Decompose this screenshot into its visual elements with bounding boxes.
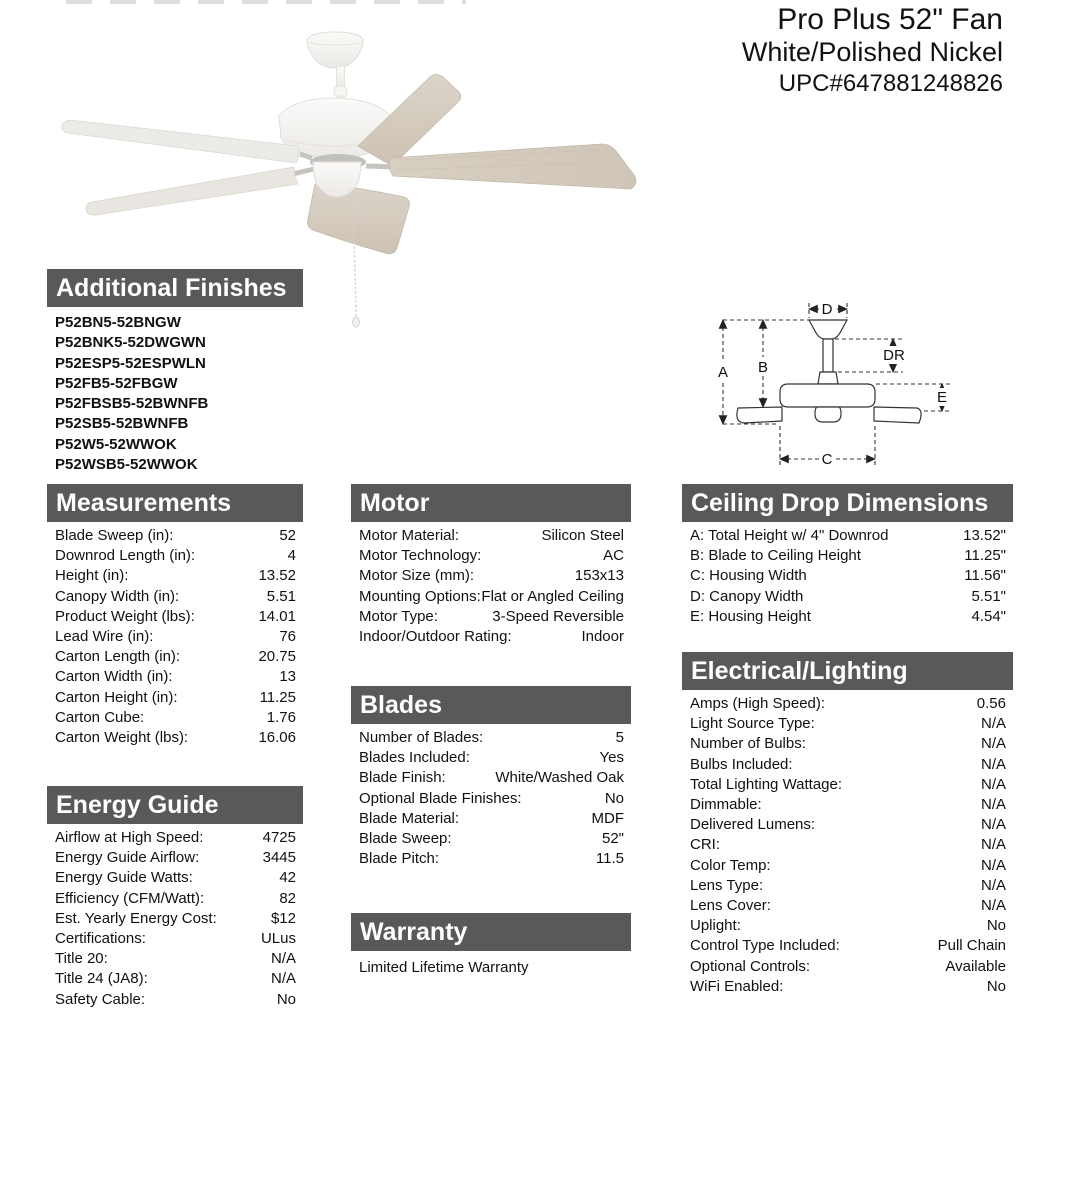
- spec-value: 5: [615, 729, 624, 746]
- spec-value: 14.01: [258, 607, 296, 625]
- spec-row: [55, 969, 296, 989]
- spec-row: [690, 936, 1006, 956]
- finish-item: P52FBSB5-52BWNFB: [55, 395, 209, 413]
- spec-value: 1.76: [266, 708, 296, 726]
- spec-row: [690, 795, 1006, 815]
- additional-finishes-header: Additional Finishes: [47, 269, 303, 307]
- finish-item: P52SB5-52BWNFB: [55, 415, 189, 433]
- spec-row: [55, 868, 296, 888]
- spec-value: 3-Speed Reversible: [492, 607, 624, 625]
- diagram-label-e: E: [936, 389, 948, 406]
- spec-value: 4725: [262, 829, 296, 846]
- spec-label: E: Housing Height: [690, 607, 811, 625]
- spec-label: Blade Pitch:: [359, 850, 440, 868]
- motor-header: Motor: [351, 484, 631, 522]
- finish-item: P52ESP5-52ESPWLN: [55, 354, 206, 372]
- diagram-label-a: A: [717, 364, 729, 381]
- spec-label: Blades Included:: [359, 749, 470, 767]
- finish-item: P52FB5-52FBGW: [55, 374, 178, 392]
- spec-label: C: Housing Width: [690, 567, 807, 585]
- spec-row: [55, 909, 296, 929]
- spec-value: Yes: [599, 749, 624, 767]
- spec-label: Delivered Lumens:: [690, 816, 816, 834]
- spec-value: 11.25": [964, 547, 1006, 565]
- product-finish: White/Polished Nickel: [741, 37, 1003, 67]
- diagram-label-dr: DR: [883, 347, 905, 364]
- spec-row: [55, 949, 296, 969]
- spec-value: 3445: [262, 849, 296, 867]
- spec-value: 11.25: [259, 688, 296, 706]
- spec-row: [690, 755, 1006, 775]
- fan-blade-left-upper: [62, 120, 299, 163]
- blades-rows: [351, 724, 631, 869]
- spec-value: N/A: [980, 715, 1006, 733]
- spec-label: Certifications:: [55, 930, 146, 948]
- spec-value: 52": [601, 830, 624, 848]
- spec-label: Control Type Included:: [690, 937, 840, 955]
- spec-value: Pull Chain: [937, 937, 1006, 955]
- spec-label: Amps (High Speed):: [690, 695, 826, 712]
- spec-label: Blade Sweep:: [359, 830, 452, 848]
- spec-label: Lens Type:: [690, 876, 764, 894]
- section-energy-guide: [47, 786, 303, 1010]
- spec-value: N/A: [270, 950, 296, 968]
- spec-value: 4: [287, 547, 296, 565]
- spec-value: 11.5: [595, 850, 624, 868]
- finish-item: P52WSB5-52WWOK: [55, 456, 198, 474]
- spec-label: Title 20:: [55, 950, 108, 968]
- spec-label: Number of Bulbs:: [690, 735, 806, 753]
- spec-label: Carton Cube:: [55, 708, 145, 726]
- spec-row: [359, 566, 624, 586]
- spec-value: N/A: [980, 897, 1006, 915]
- spec-value: AC: [603, 547, 624, 565]
- spec-row: [55, 728, 296, 748]
- spec-row: [55, 546, 296, 566]
- spec-value: 52: [279, 527, 296, 544]
- spec-value: 0.56: [976, 695, 1006, 712]
- spec-row: [359, 607, 624, 627]
- energy-guide-rows: [47, 824, 303, 1010]
- spec-label: Airflow at High Speed:: [55, 829, 204, 846]
- spec-value: 42: [279, 869, 296, 887]
- spec-label: Height (in):: [55, 567, 129, 585]
- spec-value: No: [276, 990, 296, 1008]
- spec-row: [55, 828, 296, 848]
- spec-label: WiFi Enabled:: [690, 977, 784, 995]
- diagram-label-c: C: [821, 451, 833, 468]
- spec-value: 11.56": [964, 567, 1006, 585]
- spec-label: Downrod Length (in):: [55, 547, 196, 565]
- ceiling-drop-rows: [682, 522, 1013, 627]
- spec-row: [690, 835, 1006, 855]
- spec-value: 13: [279, 668, 296, 686]
- energy-guide-header: Energy Guide: [47, 786, 303, 824]
- section-warranty: [351, 913, 631, 978]
- fan-blade-right: [389, 144, 636, 189]
- spec-row: [359, 587, 624, 607]
- spec-label: Energy Guide Airflow:: [55, 849, 200, 867]
- spec-value: 20.75: [258, 648, 296, 666]
- warranty-text: Limited Lifetime Warranty: [359, 959, 529, 976]
- spec-label: A: Total Height w/ 4" Downrod: [690, 527, 889, 544]
- spec-row: [55, 526, 296, 546]
- spec-label: B: Blade to Ceiling Height: [690, 547, 861, 565]
- spec-label: Energy Guide Watts:: [55, 869, 193, 887]
- spec-row: [55, 708, 296, 728]
- spec-label: Bulbs Included:: [690, 755, 793, 773]
- finish-item: P52BNK5-52DWGWN: [55, 334, 206, 352]
- spec-row: [55, 848, 296, 868]
- section-measurements: [47, 484, 303, 748]
- section-motor: [351, 484, 631, 647]
- spec-row: [55, 929, 296, 949]
- spec-value: 5.51": [971, 587, 1006, 605]
- section-additional-finishes: [47, 269, 303, 475]
- spec-row: [359, 809, 624, 829]
- page-title: Pro Plus 52" Fan: [777, 3, 1003, 36]
- spec-value: $12: [270, 909, 296, 927]
- spec-label: Lens Cover:: [690, 897, 771, 915]
- spec-label: Light Source Type:: [690, 715, 815, 733]
- finish-item: P52W5-52WWOK: [55, 435, 177, 453]
- spec-value: No: [604, 789, 624, 807]
- spec-row: [690, 876, 1006, 896]
- spec-label: Canopy Width (in):: [55, 587, 180, 605]
- spec-row: [55, 627, 296, 647]
- spec-row: [359, 789, 624, 809]
- spec-value: No: [986, 917, 1006, 935]
- spec-label: Dimmable:: [690, 796, 762, 814]
- fan-blade-bottom: [308, 183, 410, 254]
- spec-label: Motor Size (mm):: [359, 567, 475, 585]
- spec-row: [55, 889, 296, 909]
- spec-row: [55, 688, 296, 708]
- spec-label: Optional Blade Finishes:: [359, 789, 522, 807]
- spec-row: [690, 607, 1006, 627]
- spec-value: N/A: [980, 856, 1006, 874]
- product-upc: UPC#647881248826: [778, 70, 1003, 97]
- electrical-lighting-header: Electrical/Lighting: [682, 652, 1013, 690]
- ceiling-drop-header: Ceiling Drop Dimensions: [682, 484, 1013, 522]
- spec-value: 4.54": [971, 607, 1006, 625]
- spec-label: Motor Material:: [359, 527, 460, 544]
- spec-row: [359, 748, 624, 768]
- spec-row: [55, 566, 296, 586]
- spec-value: N/A: [270, 970, 296, 988]
- spec-value: Indoor: [581, 628, 624, 646]
- spec-label: Product Weight (lbs):: [55, 607, 195, 625]
- spec-row: [690, 775, 1006, 795]
- spec-label: Total Lighting Wattage:: [690, 775, 843, 793]
- spec-value: 82: [279, 889, 296, 907]
- spec-value: N/A: [980, 755, 1006, 773]
- spec-value: Available: [945, 957, 1006, 975]
- spec-value: N/A: [980, 876, 1006, 894]
- title-block: [742, 3, 1003, 99]
- spec-value: N/A: [980, 816, 1006, 834]
- section-blades: [351, 686, 631, 869]
- spec-value: 76: [279, 628, 296, 646]
- spec-value: N/A: [980, 796, 1006, 814]
- spec-value: MDF: [591, 809, 624, 827]
- spec-row: [55, 607, 296, 627]
- section-electrical-lighting: [682, 652, 1013, 997]
- spec-row: [690, 856, 1006, 876]
- dimension-diagram: [690, 282, 990, 482]
- spec-row: [359, 829, 624, 849]
- spec-label: D: Canopy Width: [690, 587, 804, 605]
- spec-label: Blade Finish:: [359, 769, 446, 787]
- warranty-header: Warranty: [351, 913, 631, 951]
- spec-row: [690, 587, 1006, 607]
- spec-row: [690, 896, 1006, 916]
- spec-label: Carton Length (in):: [55, 648, 181, 666]
- measurements-rows: [47, 522, 303, 748]
- spec-label: Color Temp:: [690, 856, 771, 874]
- spec-value: Silicon Steel: [541, 527, 624, 544]
- spec-value: 16.06: [258, 729, 296, 747]
- section-ceiling-drop: [682, 484, 1013, 627]
- finish-list: [47, 307, 303, 475]
- spec-label: Efficiency (CFM/Watt):: [55, 889, 205, 907]
- spec-row: [359, 627, 624, 647]
- spec-value: White/Washed Oak: [495, 769, 624, 787]
- spec-label: Est. Yearly Energy Cost:: [55, 909, 217, 927]
- spec-value: ULus: [260, 930, 296, 948]
- electrical-rows: [682, 690, 1013, 997]
- spec-row: [690, 714, 1006, 734]
- spec-label: Optional Controls:: [690, 957, 811, 975]
- spec-label: Carton Width (in):: [55, 668, 173, 686]
- spec-row: [55, 647, 296, 667]
- spec-row: [690, 916, 1006, 936]
- spec-value: 13.52": [963, 527, 1006, 544]
- spec-row: [359, 728, 624, 748]
- spec-label: CRI:: [690, 836, 720, 854]
- diagram-label-b: B: [757, 359, 769, 376]
- spec-value: N/A: [980, 775, 1006, 793]
- spec-row: [359, 526, 624, 546]
- measurements-header: Measurements: [47, 484, 303, 522]
- spec-row: [690, 546, 1006, 566]
- spec-label: Motor Type:: [359, 607, 438, 625]
- spec-row: [55, 587, 296, 607]
- finish-item: P52BN5-52BNGW: [55, 314, 181, 331]
- spec-value: N/A: [980, 836, 1006, 854]
- spec-value: 13.52: [258, 567, 296, 585]
- spec-label: Title 24 (JA8):: [55, 970, 148, 988]
- spec-label: Blade Material:: [359, 809, 460, 827]
- spec-value: 153x13: [574, 567, 624, 585]
- spec-row: [55, 990, 296, 1010]
- blades-header: Blades: [351, 686, 631, 724]
- spec-row: [690, 734, 1006, 754]
- spec-value: N/A: [980, 735, 1006, 753]
- spec-label: Carton Height (in):: [55, 688, 178, 706]
- spec-row: [359, 849, 624, 869]
- fan-blade-left-lower: [86, 167, 298, 215]
- spec-row: [690, 957, 1006, 977]
- spec-label: Number of Blades:: [359, 729, 484, 746]
- fan-canopy: [307, 32, 363, 68]
- spec-label: Uplight:: [690, 917, 741, 935]
- spec-label: Motor Technology:: [359, 547, 482, 565]
- spec-row: [690, 815, 1006, 835]
- spec-value: Flat or Angled Ceiling: [481, 587, 624, 605]
- spec-value: No: [986, 977, 1006, 995]
- spec-row: [359, 546, 624, 566]
- spec-row: [690, 694, 1006, 714]
- spec-row: [359, 768, 624, 788]
- motor-rows: [351, 522, 631, 647]
- spec-label: Indoor/Outdoor Rating:: [359, 628, 512, 646]
- spec-label: Carton Weight (lbs):: [55, 729, 189, 747]
- diagram-label-d: D: [821, 301, 833, 318]
- spec-row: [55, 667, 296, 687]
- spec-row: [690, 566, 1006, 586]
- spec-row: [690, 526, 1006, 546]
- spec-label: Blade Sweep (in):: [55, 527, 174, 544]
- spec-label: Safety Cable:: [55, 990, 146, 1008]
- spec-label: Lead Wire (in):: [55, 628, 154, 646]
- spec-value: 5.51: [266, 587, 296, 605]
- spec-label: Mounting Options:: [359, 587, 481, 605]
- spec-row: [690, 977, 1006, 997]
